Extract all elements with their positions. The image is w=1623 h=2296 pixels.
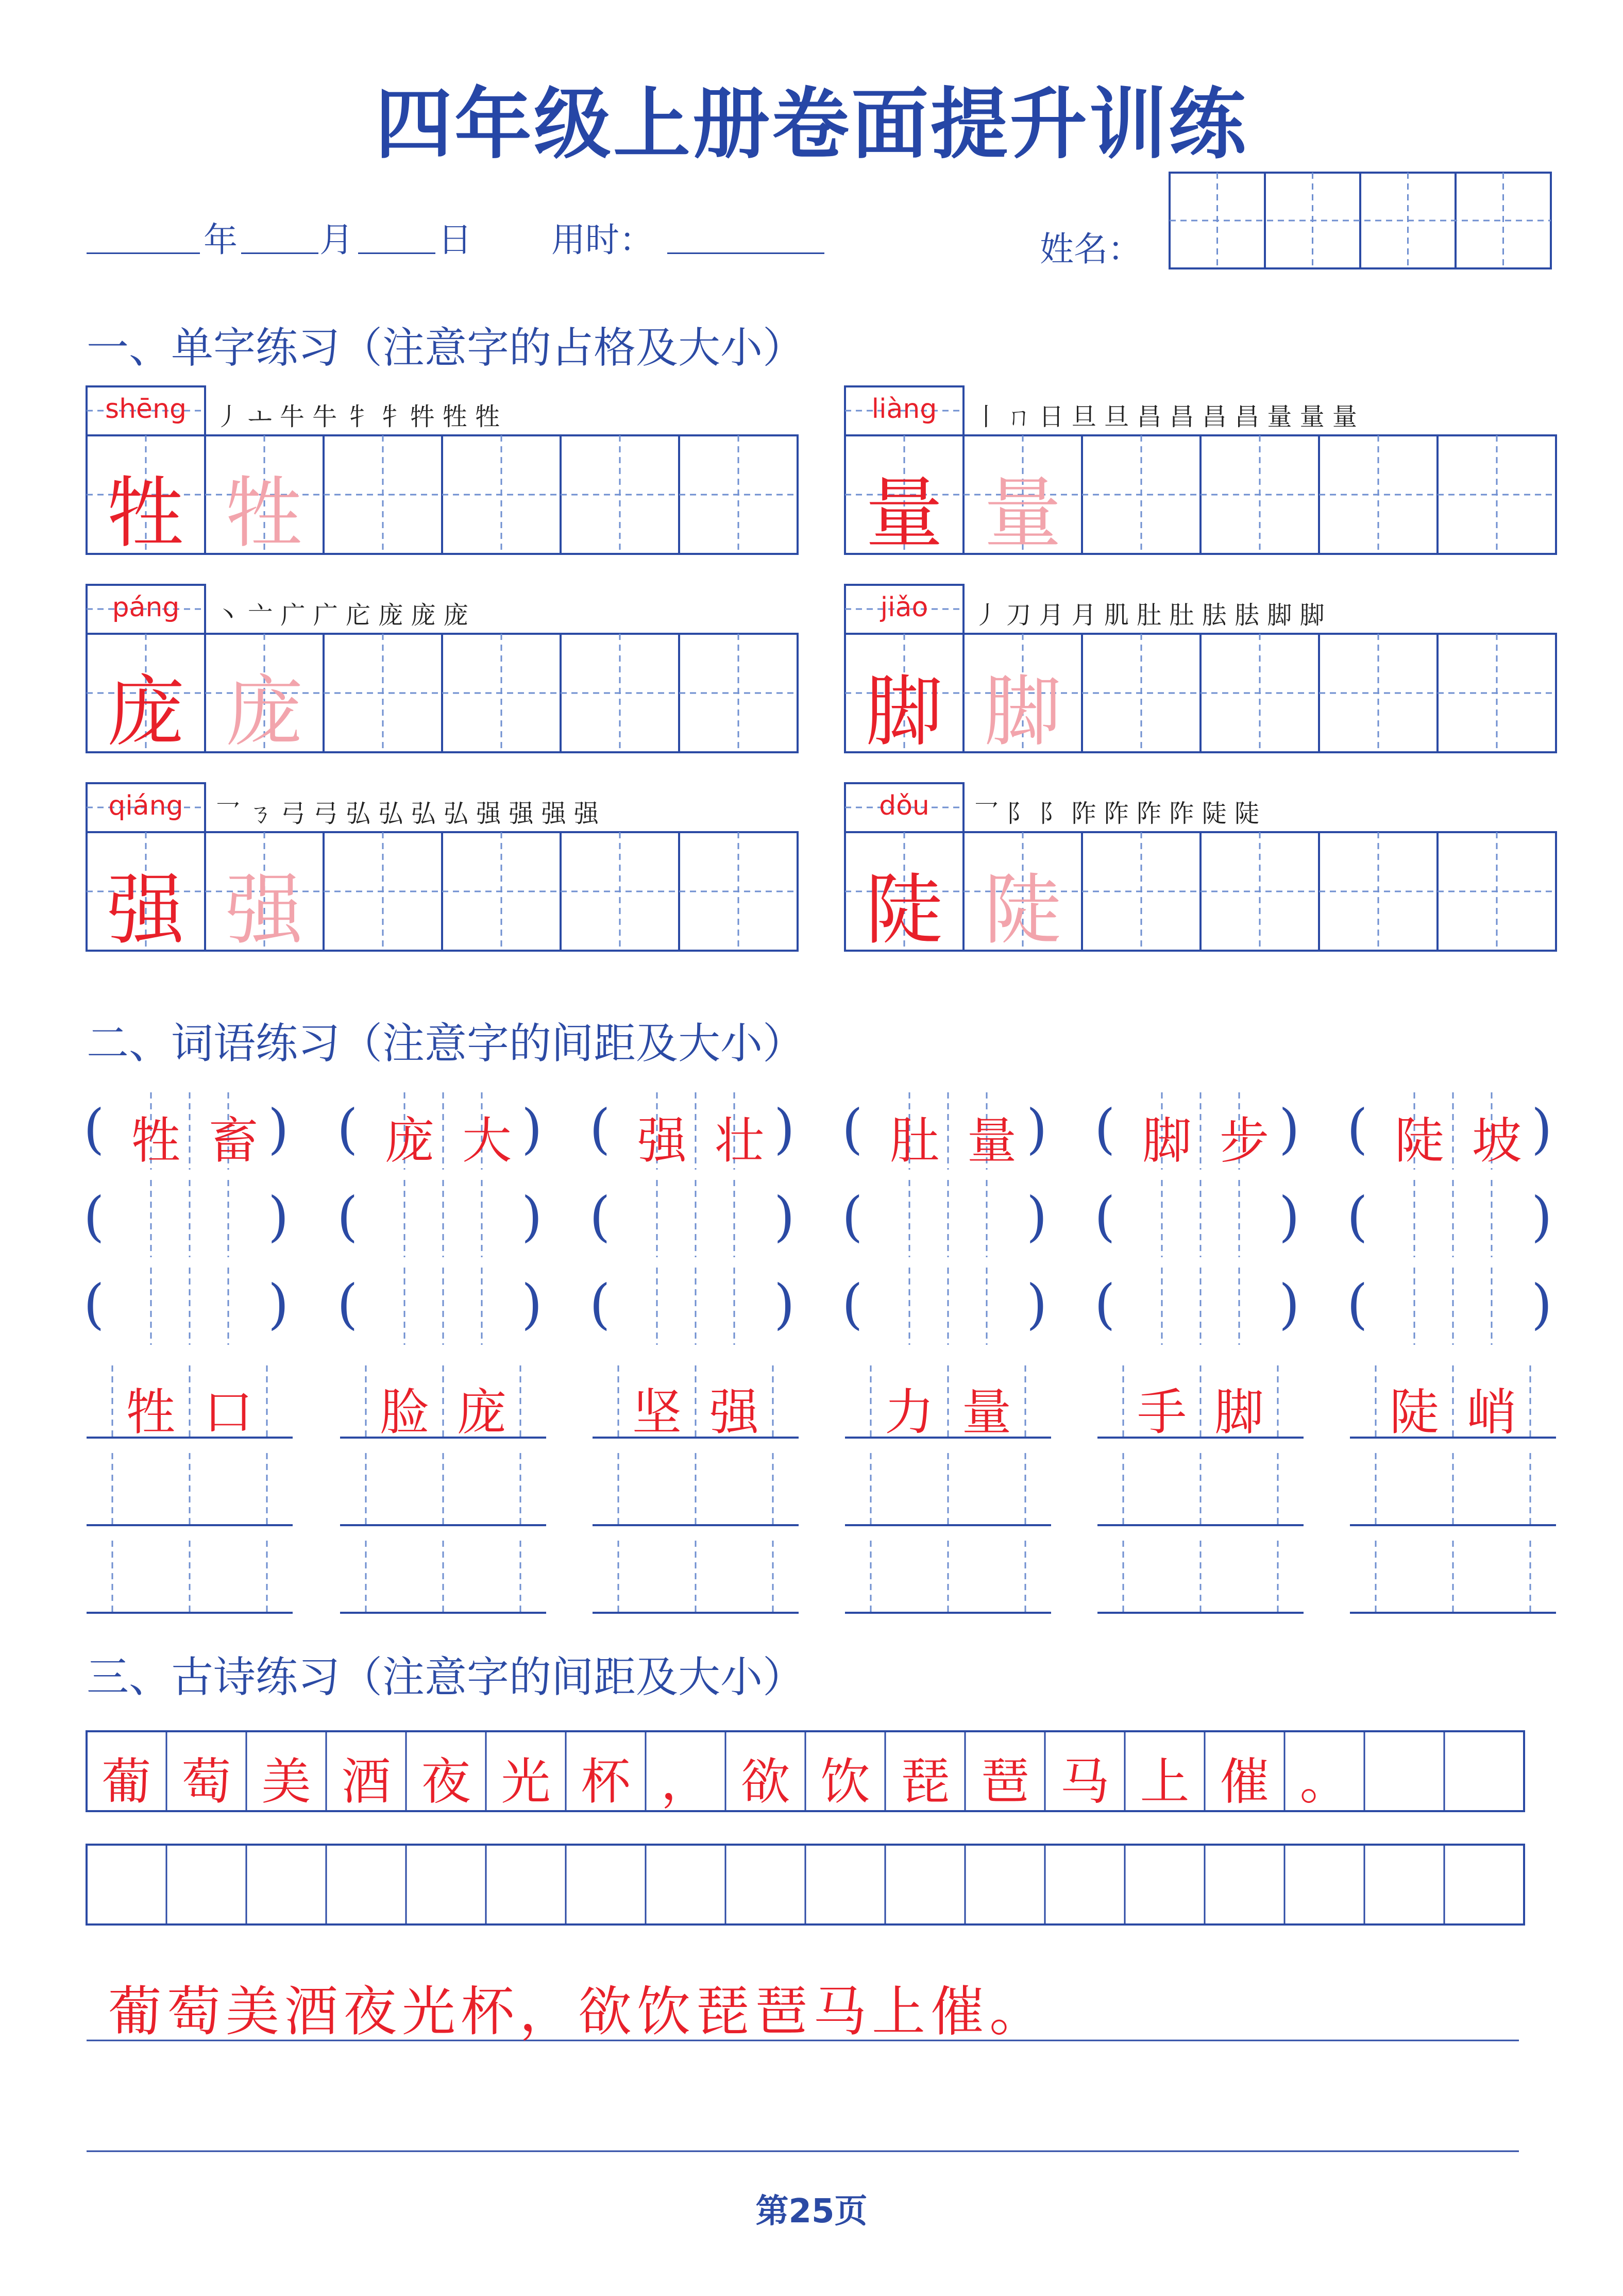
line-word-5-b: 峭 xyxy=(1467,1383,1516,1441)
poem-char-12: 马 xyxy=(1060,1753,1110,1811)
stroke-order-3: 丿 刀 月 月 肌 肚 肚 胠 胠 脚 脚 xyxy=(974,601,1325,630)
paren-word-0-b: 畜 xyxy=(209,1112,258,1170)
paren-close-4-1: ) xyxy=(1279,1185,1300,1248)
paren-close-3-1: ) xyxy=(1026,1185,1047,1248)
paren-close-3-2: ) xyxy=(1026,1273,1047,1336)
poem-char-14: 催 xyxy=(1220,1753,1270,1811)
trace-char-4: 强 xyxy=(225,866,303,955)
poem-char-8: 欲 xyxy=(740,1753,790,1811)
paren-close-1-1: ) xyxy=(521,1185,543,1248)
paren-word-1-b: 大 xyxy=(462,1112,512,1170)
paren-open-5-2: ( xyxy=(1347,1273,1368,1336)
paren-open-5-0: ( xyxy=(1347,1098,1368,1160)
paren-close-1-0: ) xyxy=(521,1098,543,1160)
paren-open-3-0: ( xyxy=(842,1098,863,1160)
paren-open-4-0: ( xyxy=(1094,1098,1115,1160)
model-char-1: 量 xyxy=(865,469,943,559)
poem-char-3: 酒 xyxy=(341,1753,391,1811)
paren-close-5-1: ) xyxy=(1531,1185,1552,1248)
section2-title: 二、词语练习（注意字的间距及大小） xyxy=(87,1019,805,1068)
paren-close-0-1: ) xyxy=(268,1185,289,1248)
stroke-order-1: 丨 ㄇ 日 旦 旦 昌 昌 昌 昌 量 量 量 xyxy=(974,402,1357,431)
day-label: 日 xyxy=(438,220,472,260)
trace-char-2: 庞 xyxy=(225,667,303,757)
stroke-order-5: 乛 阝 阝 阼 阼 阼 阼 陡 陡 xyxy=(974,799,1260,828)
day-blank[interactable] xyxy=(358,252,435,254)
paren-close-4-2: ) xyxy=(1279,1273,1300,1336)
paren-open-2-0: ( xyxy=(589,1098,611,1160)
poem-char-2: 美 xyxy=(261,1753,311,1811)
paren-close-5-0: ) xyxy=(1531,1098,1552,1160)
name-label: 姓名： xyxy=(1040,229,1142,269)
line-word-3-b: 量 xyxy=(962,1383,1011,1441)
paren-close-3-0: ) xyxy=(1026,1098,1047,1160)
poem-char-9: 饮 xyxy=(820,1753,870,1811)
poem-char-6: 杯 xyxy=(581,1753,631,1811)
paren-close-4-0: ) xyxy=(1279,1098,1300,1160)
paren-word-3-b: 量 xyxy=(967,1112,1017,1170)
line-word-1-a: 脸 xyxy=(380,1383,429,1441)
paren-open-4-2: ( xyxy=(1094,1273,1115,1336)
poem-char-5: 光 xyxy=(501,1753,551,1811)
line-word-5-a: 陡 xyxy=(1390,1383,1439,1441)
paren-open-1-1: ( xyxy=(337,1185,358,1248)
paren-close-5-2: ) xyxy=(1531,1273,1552,1336)
model-char-4: 强 xyxy=(107,866,184,955)
paren-close-2-0: ) xyxy=(774,1098,795,1160)
pinyin-2: páng xyxy=(112,592,180,623)
poem-char-4: 夜 xyxy=(421,1753,471,1811)
page-title: 四年级上册卷面提升训练 xyxy=(375,80,1248,170)
pinyin-3: jiǎo xyxy=(880,592,928,623)
paren-open-1-0: ( xyxy=(337,1098,358,1160)
line-word-2-b: 强 xyxy=(709,1383,759,1441)
time-blank[interactable] xyxy=(667,252,824,254)
stroke-order-0: 丿 ㅗ 牛 牛 牜 牜 牪 牲 牲 xyxy=(215,402,500,431)
year-label: 年 xyxy=(204,220,238,260)
month-blank[interactable] xyxy=(241,252,318,254)
model-char-0: 牲 xyxy=(107,469,184,559)
poem-char-13: 上 xyxy=(1140,1753,1190,1811)
trace-char-3: 脚 xyxy=(984,667,1061,757)
stroke-order-2: 丶 亠 广 广 庀 庞 庞 庞 xyxy=(215,601,468,630)
time-label: 用时： xyxy=(551,220,653,260)
model-char-2: 庞 xyxy=(107,667,184,757)
year-blank[interactable] xyxy=(87,252,200,254)
pinyin-1: liàng xyxy=(871,394,937,425)
paren-word-4-b: 步 xyxy=(1220,1112,1269,1170)
line-word-4-a: 手 xyxy=(1137,1383,1187,1441)
poem-handwritten-line: 葡萄美酒夜光杯，欲饮琵琶马上催。 xyxy=(108,1980,1049,2043)
section1-title: 一、单字练习（注意字的占格及大小） xyxy=(87,324,805,373)
line-word-0-b: 口 xyxy=(204,1383,253,1441)
model-char-5: 陡 xyxy=(865,866,943,955)
paren-close-2-1: ) xyxy=(774,1185,795,1248)
name-grid[interactable] xyxy=(1170,173,1551,268)
paren-open-1-2: ( xyxy=(337,1273,358,1336)
paren-open-2-1: ( xyxy=(589,1185,611,1248)
paren-word-2-a: 强 xyxy=(637,1112,687,1170)
line-word-0-a: 牲 xyxy=(126,1383,176,1441)
poem-char-0: 葡 xyxy=(102,1753,151,1811)
paren-close-0-0: ) xyxy=(268,1098,289,1160)
pinyin-4: qiáng xyxy=(108,790,183,821)
page-number: 第25页 xyxy=(755,2192,868,2231)
paren-open-4-1: ( xyxy=(1094,1185,1115,1248)
paren-word-2-b: 壮 xyxy=(715,1112,764,1170)
stroke-order-4: 乛 ㄋ 弓 弓 弘 弘 弘 弘 强 强 强 强 xyxy=(215,799,599,828)
line-word-4-b: 脚 xyxy=(1214,1383,1264,1441)
paren-word-5-b: 坡 xyxy=(1472,1112,1521,1170)
trace-char-0: 牲 xyxy=(225,469,303,559)
poem-char-1: 萄 xyxy=(181,1753,231,1811)
paren-open-3-1: ( xyxy=(842,1185,863,1248)
paren-word-0-a: 牲 xyxy=(131,1112,181,1170)
line-word-2-a: 坚 xyxy=(632,1383,682,1441)
paren-word-5-a: 陡 xyxy=(1395,1112,1444,1170)
line-word-3-a: 力 xyxy=(885,1383,934,1441)
pinyin-0: shēng xyxy=(105,394,187,425)
line-word-1-b: 庞 xyxy=(457,1383,506,1441)
trace-char-1: 量 xyxy=(984,469,1061,559)
trace-char-5: 陡 xyxy=(984,866,1061,955)
paren-close-1-2: ) xyxy=(521,1273,543,1336)
section3-title: 三、古诗练习（注意字的间距及大小） xyxy=(87,1653,805,1702)
paren-open-0-2: ( xyxy=(83,1273,105,1336)
paren-open-5-1: ( xyxy=(1347,1185,1368,1248)
paren-close-2-2: ) xyxy=(774,1273,795,1336)
model-char-3: 脚 xyxy=(865,667,943,757)
poem-char-7: ， xyxy=(661,1753,711,1811)
month-label: 月 xyxy=(319,220,353,260)
poem-char-10: 琵 xyxy=(900,1753,950,1811)
paren-open-0-1: ( xyxy=(83,1185,105,1248)
poem-char-11: 琶 xyxy=(980,1753,1030,1811)
paren-open-3-2: ( xyxy=(842,1273,863,1336)
poem-char-15: 。 xyxy=(1299,1753,1349,1811)
paren-word-4-a: 脚 xyxy=(1142,1112,1192,1170)
paren-word-1-a: 庞 xyxy=(385,1112,434,1170)
pinyin-5: dǒu xyxy=(879,790,929,821)
paren-open-0-0: ( xyxy=(83,1098,105,1160)
paren-open-2-2: ( xyxy=(589,1273,611,1336)
paren-word-3-a: 肚 xyxy=(890,1112,939,1170)
paren-close-0-2: ) xyxy=(268,1273,289,1336)
